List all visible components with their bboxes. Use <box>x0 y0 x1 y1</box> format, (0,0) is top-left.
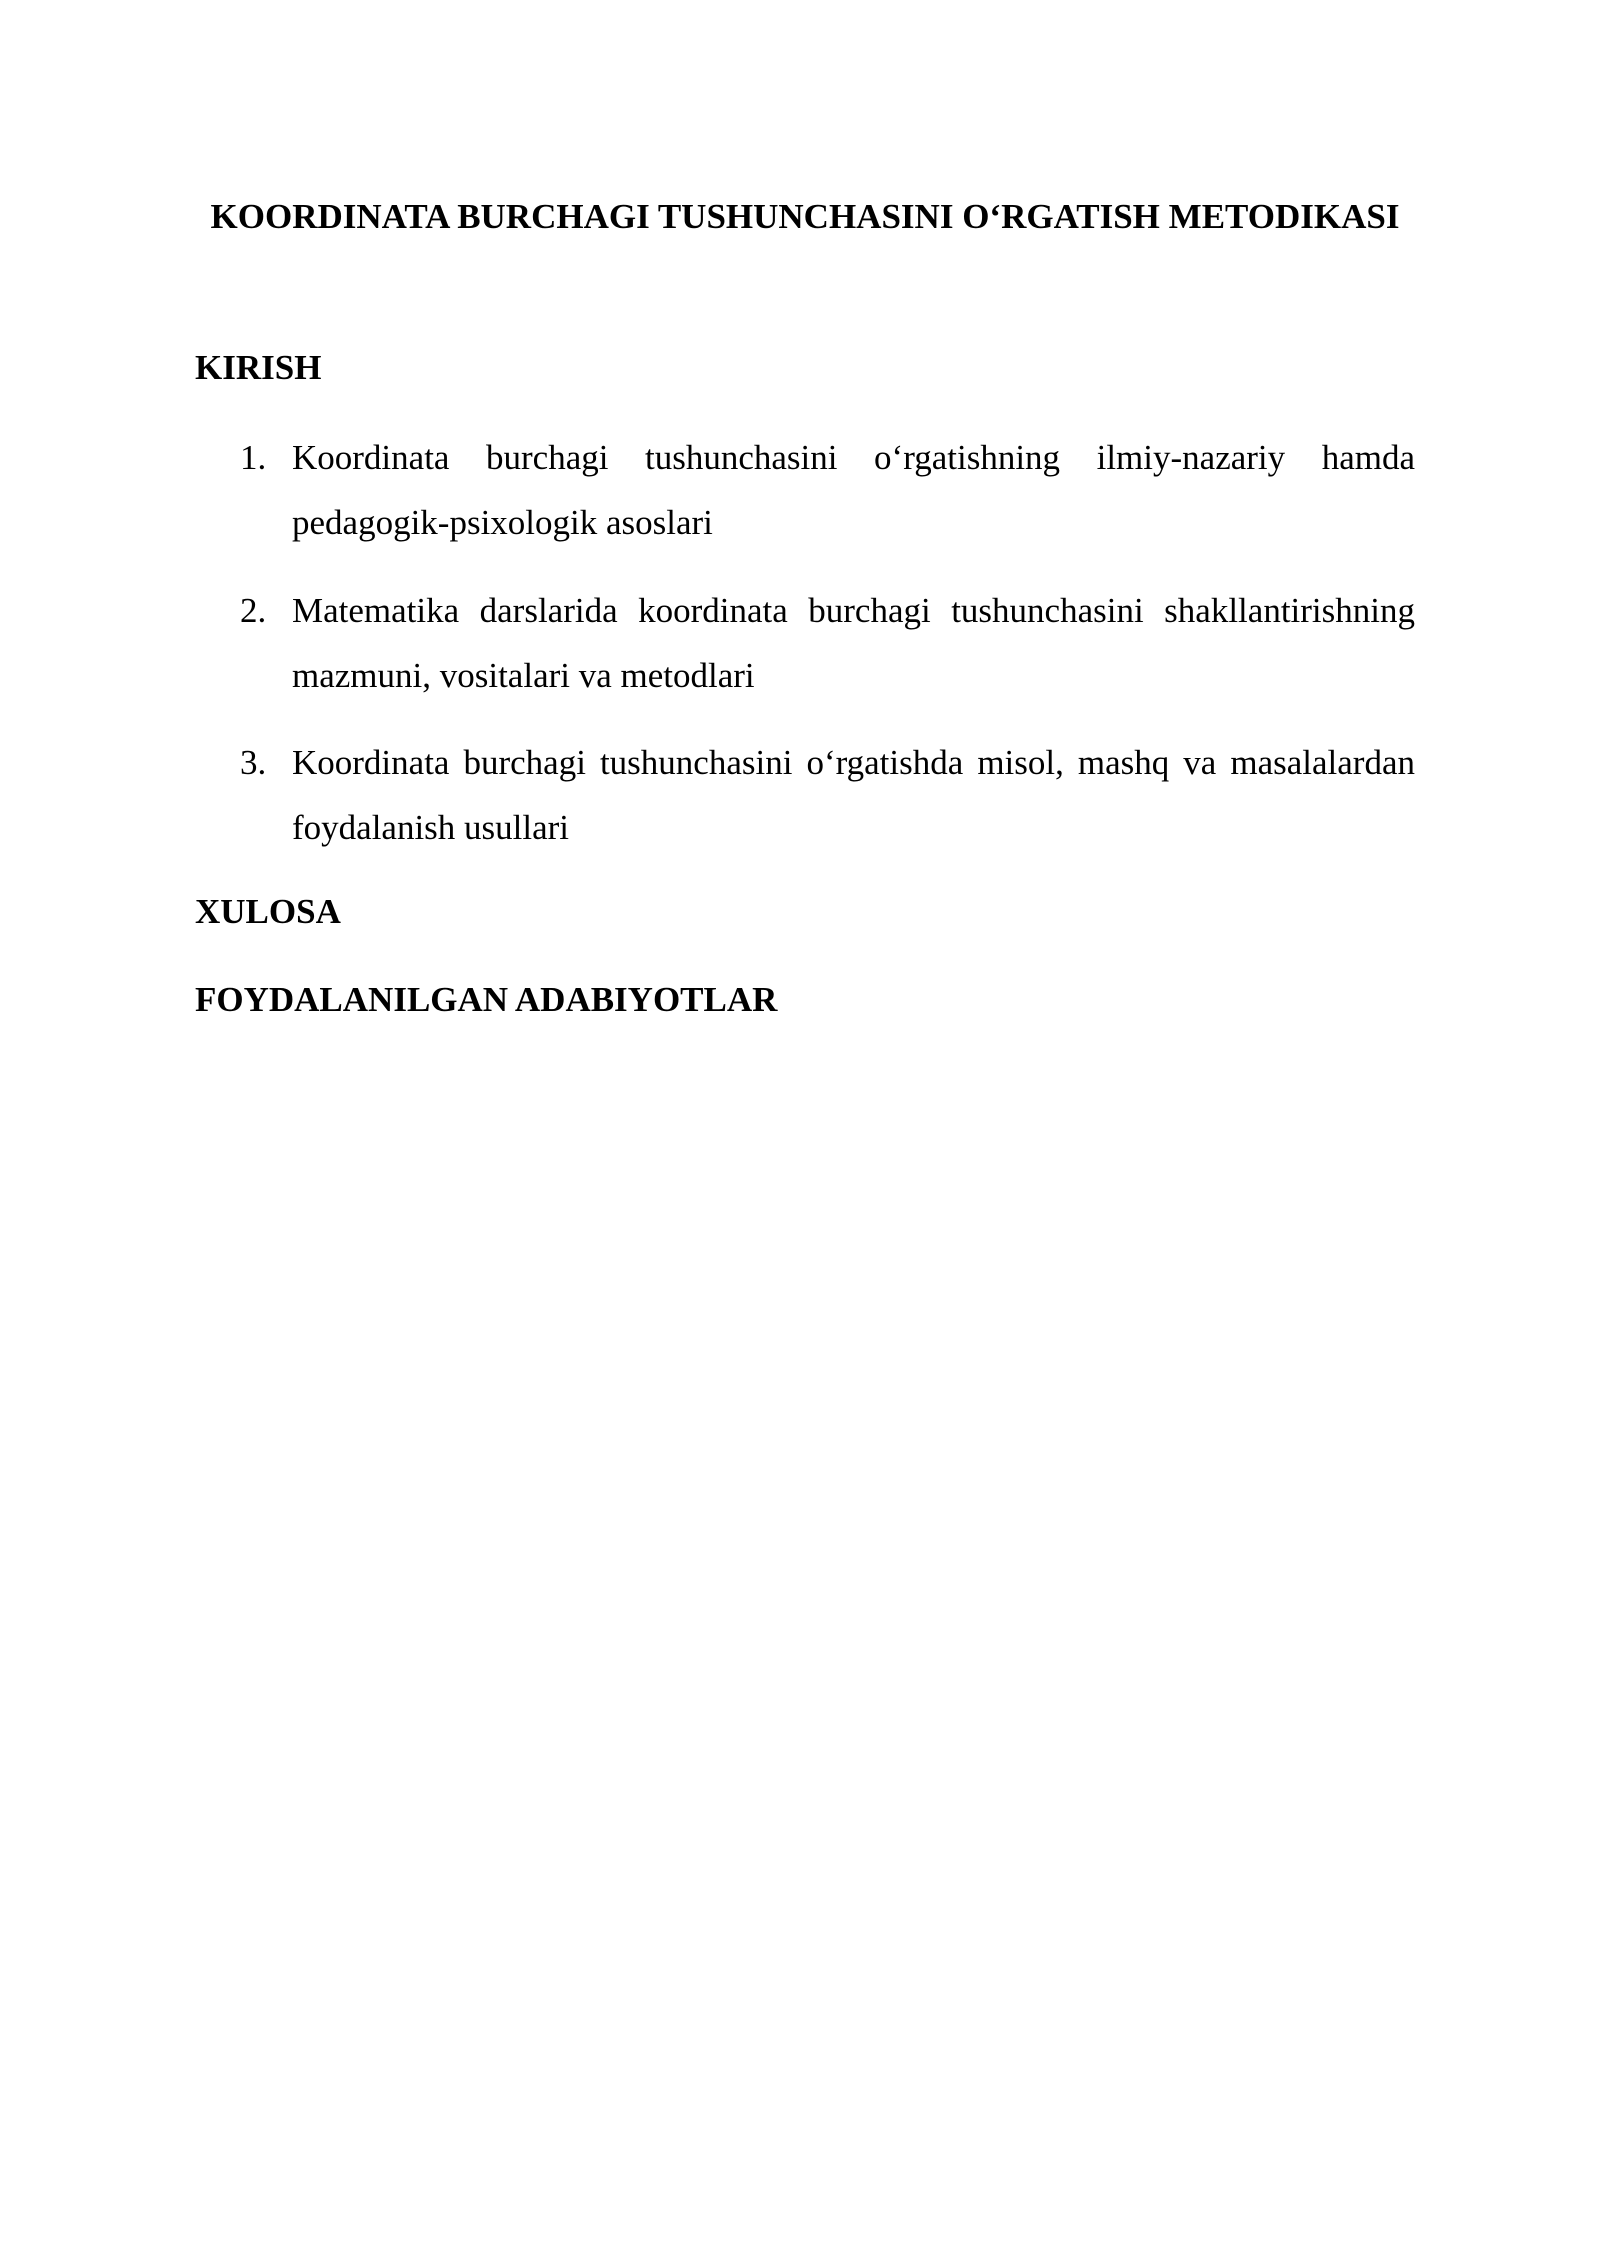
toc-item-text: Koordinata burchagi tushunchasini o‘rgatishning ilmiy-nazariy hamda pedagogik-psixologik asoslari <box>292 438 1415 542</box>
toc-item-2 <box>240 578 1415 708</box>
toc-item-text: Koordinata burchagi tushunchasini o‘rgatishda misol, mashq va masalalardan foydalanish usullari <box>292 743 1415 847</box>
toc-item-1 <box>240 425 1415 555</box>
toc-item-text: Matematika darslarida koordinata burchagi tushunchasini shakllantirishning mazmuni, vositalari va metodlari <box>292 591 1415 695</box>
toc-item-number: 1. <box>240 438 267 477</box>
toc-item-number: 3. <box>240 743 267 782</box>
conclusion-heading: XULOSA <box>195 892 341 931</box>
toc-item-number: 2. <box>240 591 267 630</box>
introduction-heading: KIRISH <box>195 348 322 387</box>
references-heading: FOYDALANILGAN ADABIYOTLAR <box>195 980 778 1019</box>
document-title: KOORDINATA BURCHAGI TUSHUNCHASINI O‘RGATISH METODIKASI <box>210 197 1400 236</box>
toc-item-3 <box>240 730 1415 860</box>
